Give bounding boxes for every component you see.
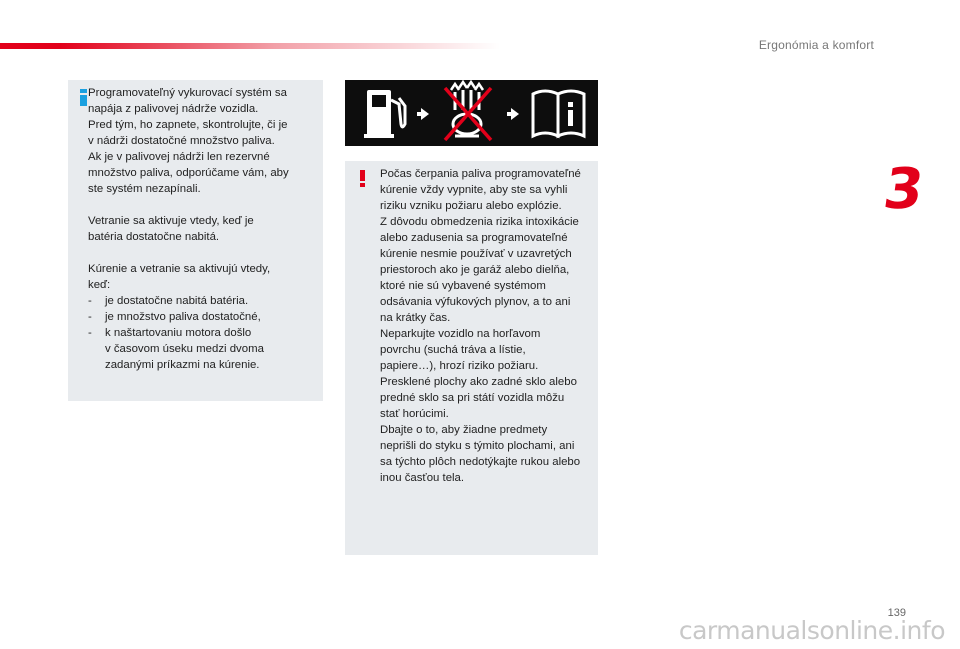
info-paragraph-2: Vetranie sa aktivuje vtedy, keď je batéria dostatočne nabitá. [88, 215, 254, 243]
list-item: - je dostatočne nabitá batéria. [88, 295, 249, 307]
page-number: 139 [887, 607, 906, 619]
section-title: Ergonómia a komfort [758, 38, 874, 52]
info-icon [80, 89, 87, 104]
pictogram-graphic [345, 80, 598, 146]
info-paragraph-1: Programovateľný vykurovací systém sa napája z palivovej nádrže vozidla. Pred tým, ho zapnete, skontrolujte, či je v nádrži dostatočné množstvo paliva. Ak je v palivovej nádrži len rezervné množstvo paliva, odporúčame vám, aby ste systém nezapínali. [88, 87, 289, 195]
header-accent-bar [0, 43, 500, 49]
list-item: - k naštartovaniu motora došlo v časovom úseku medzi dvoma zadanými príkazmi na kúrenie. [88, 327, 264, 371]
arrow-right-icon [417, 108, 429, 120]
arrow-right-icon [507, 108, 519, 120]
warning-text: Počas čerpania paliva programovateľné kúrenie vždy vypnite, aby ste sa vyhli riziku vzniku požiaru alebo explózie. Z dôvodu obmedzenia rizika intoxikácie alebo zadusenia sa programovateľné kúrenie nesmie používať v uzavretých priestoroch ako je garáž alebo dielňa, ktoré nie sú vybavené systémom odsávania výfukových plynov, a to ani na krátky čas. Neparkujte vozidlo na horľavom povrchu (suchá tráva a lístie, papiere…), hrozí riziko požiaru. Presklené plochy ako zadné sklo alebo predné sklo sa pri státí vozidla môžu stať horúcimi. Dbajte o to, aby žiadne predmety neprišli do styku s týmito plochami, ani sa týchto plôch nedotýkajte rukou alebo inou časťou tela. [380, 168, 581, 484]
watermark: carmanualsonline.info [678, 616, 945, 645]
heater-pictogram [345, 80, 598, 146]
heater-crossed-icon [445, 82, 491, 140]
info-panel [68, 80, 323, 401]
info-paragraph-3: Kúrenie a vetranie sa aktivujú vtedy, keď: [88, 263, 271, 291]
warning-panel [345, 161, 598, 555]
list-item: - je množstvo paliva dostatočné, [88, 311, 261, 323]
info-text [88, 85, 318, 373]
chapter-number: 3 [879, 157, 928, 222]
fuel-pump-icon [364, 90, 405, 138]
manual-info-icon [533, 91, 584, 136]
warning-icon [360, 170, 366, 186]
